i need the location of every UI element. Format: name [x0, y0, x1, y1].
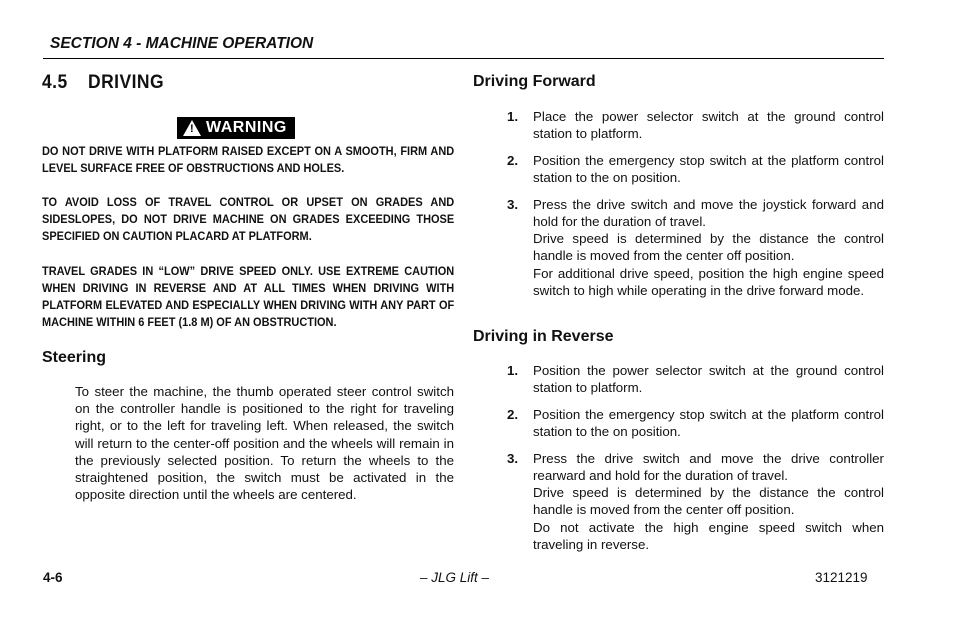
footer-center: – JLG Lift – — [420, 570, 490, 585]
list-item — [507, 450, 884, 553]
steering-heading: Steering — [42, 349, 107, 366]
warning-paragraph: TRAVEL GRADES IN “LOW” DRIVE SPEED ONLY. USE EXTREME CAUTION WHEN DRIVING IN REVERSE AND AT ALL TIMES WHEN DRIVING WITH PLATFORM ELEVATED AND ESPECIALLY WHEN DRIVING WITH ANY PART OF MACHINE WITHIN 6 FEET (1.8 M) OF AN OBSTRUCTION. — [42, 264, 455, 329]
step-text: Drive speed is determined by the distance the control handle is moved from the center off position. — [533, 485, 884, 518]
list-item — [507, 406, 884, 440]
header-rule — [43, 58, 884, 59]
driving-reverse-steps — [507, 362, 884, 553]
step-number: 2. — [507, 152, 519, 168]
list-item — [507, 108, 884, 142]
page-title — [42, 72, 164, 94]
step-number: 2. — [507, 406, 519, 422]
list-item — [507, 152, 884, 186]
driving-forward-steps — [507, 108, 884, 299]
step-text: Place the power selector switch at the ground control station to platform. — [533, 109, 884, 142]
step-text: Do not activate the high engine speed switch when traveling in reverse. — [533, 519, 884, 552]
section-number: 4.5 — [42, 72, 68, 93]
list-item — [507, 362, 884, 396]
warning-badge — [177, 117, 295, 139]
step-text: Position the emergency stop switch at the platform control station to the on position. — [533, 152, 884, 186]
step-number: 1. — [507, 363, 519, 378]
warning-paragraph: DO NOT DRIVE WITH PLATFORM RAISED EXCEPT ON A SMOOTH, FIRM AND LEVEL SURFACE FREE OF OBSTRUCTIONS AND HOLES. — [42, 144, 455, 175]
warning-paragraph: TO AVOID LOSS OF TRAVEL CONTROL OR UPSET ON GRADES AND SIDESLOPES, DO NOT DRIVE MACHINE ON GRADES EXCEEDING THOSE SPECIFIED ON CAUTION PLACARD AT PLATFORM. — [42, 195, 455, 243]
warning-triangle-icon: ! — [183, 120, 201, 136]
footer-doc-number: 3121219 — [815, 570, 868, 585]
section-title-text: DRIVING — [88, 72, 165, 93]
step-text: Position the emergency stop switch at the platform control station to the on position. — [533, 406, 884, 440]
step-number: 3. — [507, 450, 519, 466]
driving-forward-heading: Driving Forward — [473, 73, 596, 90]
step-text: Position the power selector switch at the ground control station to platform. — [533, 363, 884, 396]
step-text: For additional drive speed, position the high engine speed switch to high while operating in the drive forward mode. — [533, 265, 884, 298]
warning-label: WARNING — [206, 119, 287, 136]
driving-reverse-heading: Driving in Reverse — [473, 328, 614, 345]
step-text: Press the drive switch and move the drive controller rearward and hold for the duration of travel. — [533, 450, 884, 484]
step-text: Drive speed is determined by the distance the control handle is moved from the center off position. — [533, 231, 884, 264]
footer-page-number: 4-6 — [43, 570, 63, 585]
steering-body: To steer the machine, the thumb operated steer control switch on the controller handle is positioned to the right for traveling right, or to the left for traveling left. When released, the switch will return to the center-off position and the wheels will remain in the previously selected position. To return the wheels to the straightened position, the switch must be activated in the opposite direction until the wheels are centered. — [75, 384, 454, 503]
step-text: Press the drive switch and move the joystick forward and hold for the duration of travel. — [533, 196, 884, 230]
section-header: SECTION 4 - MACHINE OPERATION — [50, 35, 314, 52]
step-number: 1. — [507, 109, 519, 124]
step-number: 3. — [507, 196, 519, 212]
list-item — [507, 196, 884, 299]
